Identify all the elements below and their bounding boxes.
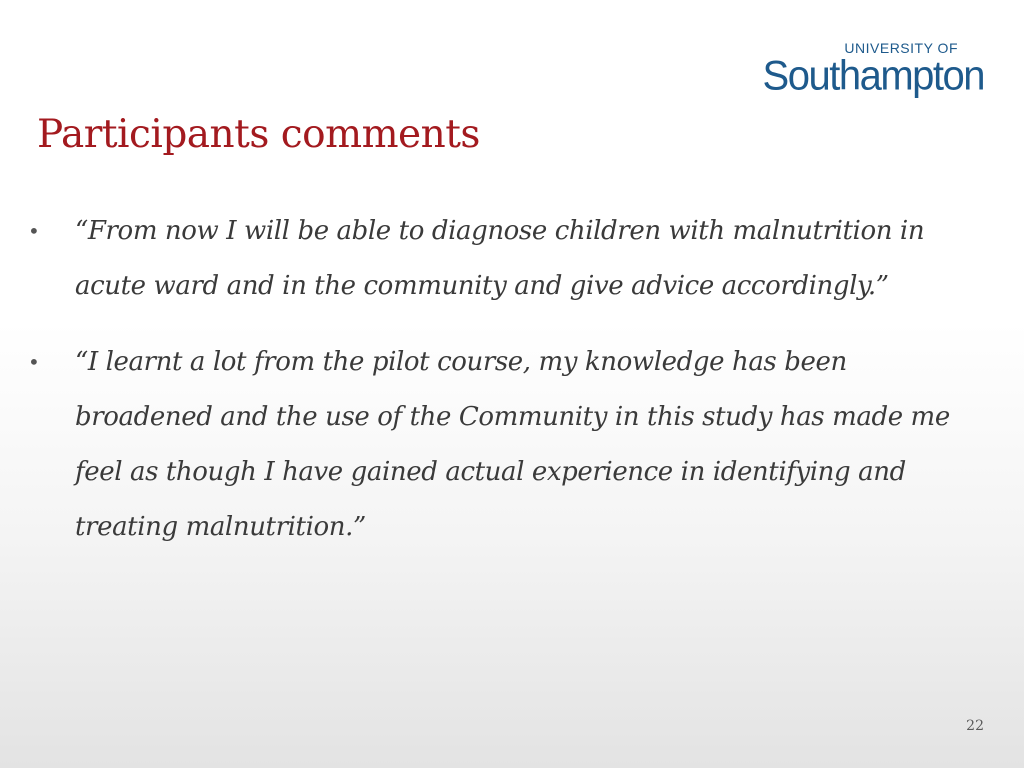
list-item (28, 335, 978, 555)
page-number: 22 (966, 718, 984, 734)
comment-text: “From now I will be able to diagnose children with malnutrition in acute ward and in the community and give advice accordingly.” (75, 216, 925, 301)
logo-university-of-text: UNIVERSITY OF (844, 40, 958, 56)
logo-southampton-text: Southampton (762, 52, 984, 100)
bullet-icon: • (28, 219, 40, 243)
comment-list (28, 204, 978, 576)
comment-text: “I learnt a lot from the pilot course, my knowledge has been broadened and the use of the Community in this study has made me feel as though I have gained actual experience in identifying and treating malnutrition.” (75, 347, 950, 542)
bullet-icon: • (28, 350, 40, 374)
slide-title: Participants comments (37, 112, 480, 157)
list-item (28, 204, 978, 314)
university-logo (740, 40, 984, 100)
